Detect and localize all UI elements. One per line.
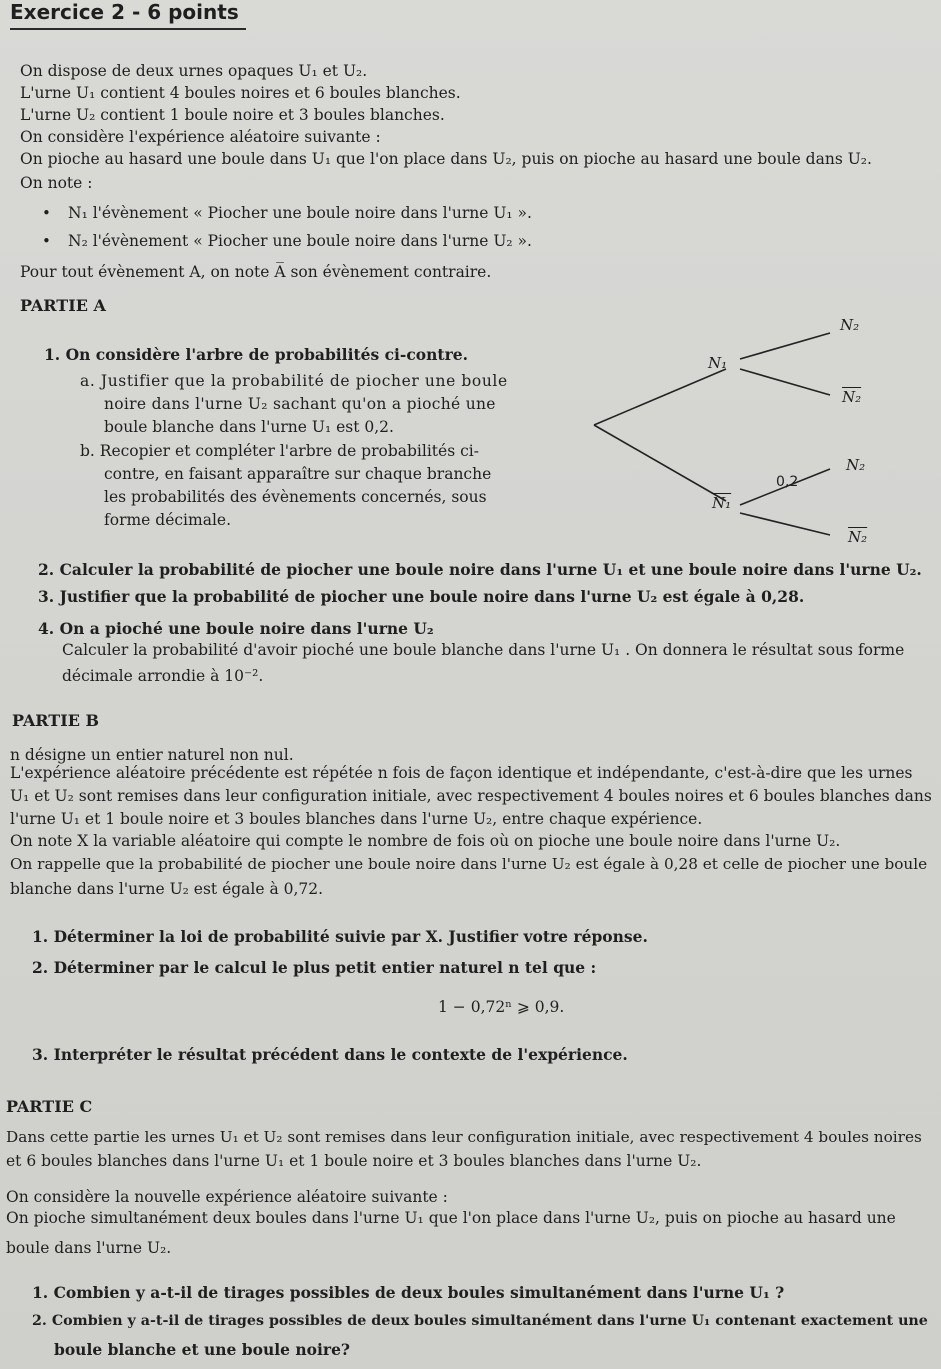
intro-line-2: L'urne U₁ contient 4 boules noires et 6 boules blanches.: [20, 84, 461, 102]
part-b-line-2: L'expérience aléatoire précédente est répétée n fois de façon identique et indépendante, c'est-à-dire que les urnes: [10, 764, 913, 782]
intro-bullet-2: • N₂ l'évènement « Piocher une boule noire dans l'urne U₂ ».: [68, 232, 532, 250]
part-a-q1b-line-4: forme décimale.: [104, 511, 232, 529]
part-b-line-3: U₁ et U₂ sont remises dans leur configuration initiale, avec respectivement 4 boules noires et 6 boules blanches dans: [10, 787, 932, 805]
part-a-q4-line-3: décimale arrondie à 10⁻².: [62, 667, 264, 685]
intro-line-7: Pour tout évènement A, on note A̅ son évènement contraire.: [20, 263, 492, 281]
part-b-line-5: On note X la variable aléatoire qui compte le nombre de fois où on pioche une boule noire dans l'urne U₂.: [10, 832, 841, 850]
part-b-formula: 1 − 0,72ⁿ ⩾ 0,9.: [438, 998, 565, 1016]
part-b-line-1: n désigne un entier naturel non nul.: [10, 746, 294, 764]
part-a-q1b-line-2: contre, en faisant apparaître sur chaque branche: [104, 465, 492, 483]
part-b-line-6: On rappelle que la probabilité de piocher une boule noire dans l'urne U₂ est égale à 0,28 et celle de piocher une boule: [10, 855, 928, 873]
part-b-q1: 1. Déterminer la loi de probabilité suivie par X. Justifier votre réponse.: [32, 927, 648, 946]
exercise-title: Exercice 2 - 6 points: [10, 0, 239, 24]
part-c-q2-line-2: boule blanche et une boule noire?: [54, 1340, 351, 1359]
branch-n1bar-n2bar: [740, 513, 830, 535]
part-a-heading: PARTIE A: [20, 296, 106, 315]
tree-node-n1: N₁: [708, 354, 728, 372]
branch-root-n1: [594, 369, 726, 425]
intro-bullet-1: • N₁ l'évènement « Piocher une boule noire dans l'urne U₁ ».: [68, 204, 532, 222]
tree-node-n2bar-top: N₂: [842, 388, 862, 406]
part-a-q1a-line-3: boule blanche dans l'urne U₁ est 0,2.: [104, 418, 394, 436]
branch-n1-n2: [740, 333, 830, 359]
part-b-q2: 2. Déterminer par le calcul le plus petit entier naturel n tel que :: [32, 958, 597, 977]
intro-line-6: On note :: [20, 174, 93, 192]
part-c-line-4: On pioche simultanément deux boules dans l'urne U₁ que l'on place dans l'urne U₂, puis on pioche au hasard une: [6, 1209, 896, 1227]
part-c-line-1: Dans cette partie les urnes U₁ et U₂ sont remises dans leur configuration initiale, avec respectivement 4 boules noires: [6, 1128, 922, 1146]
part-c-line-3: On considère la nouvelle expérience aléatoire suivante :: [6, 1188, 448, 1206]
part-b-heading: PARTIE B: [12, 711, 99, 730]
part-b-q3: 3. Interpréter le résultat précédent dans le contexte de l'expérience.: [32, 1045, 628, 1064]
title-underline: [10, 28, 246, 30]
branch-root-n1bar: [594, 425, 726, 501]
tree-node-n2-bottom: N₂: [846, 456, 866, 474]
part-a-q1a-line-2: noire dans l'urne U₂ sachant qu'on a pioché une: [104, 395, 496, 413]
intro-line-3: L'urne U₂ contient 1 boule noire et 3 boules blanches.: [20, 106, 445, 124]
part-a-q2: 2. Calculer la probabilité de piocher une boule noire dans l'urne U₁ et une boule noire dans l'urne U₂.: [38, 560, 922, 579]
part-a-q4-line-2: Calculer la probabilité d'avoir pioché une boule blanche dans l'urne U₁ . On donnera le résultat sous forme: [62, 641, 905, 659]
part-c-line-5: boule dans l'urne U₂.: [6, 1239, 172, 1257]
intro-line-5: On pioche au hasard une boule dans U₁ que l'on place dans U₂, puis on pioche au hasard une boule dans U₂.: [20, 150, 872, 168]
probability-tree: [580, 305, 880, 555]
part-b-line-4: l'urne U₁ et 1 boule noire et 3 boules blanches dans l'urne U₂, entre chaque expérience.: [10, 810, 703, 828]
part-c-q1: 1. Combien y a-t-il de tirages possibles de deux boules simultanément dans l'urne U₁ ?: [32, 1283, 785, 1302]
intro-line-1: On dispose de deux urnes opaques U₁ et U₂.: [20, 62, 368, 80]
part-c-heading: PARTIE C: [6, 1097, 93, 1116]
branch-n1-n2bar: [740, 369, 830, 395]
tree-node-n1bar: N₁: [712, 494, 732, 512]
part-c-q2: 2. Combien y a-t-il de tirages possibles de deux boules simultanément dans l'urne U₁ contenant exactement une: [32, 1313, 928, 1329]
part-a-q1b-line-3: les probabilités des évènements concernés, sous: [104, 488, 487, 506]
part-b-line-7: blanche dans l'urne U₂ est égale à 0,72.: [10, 880, 324, 898]
part-a-q4: 4. On a pioché une boule noire dans l'urne U₂: [38, 619, 434, 638]
part-a-q3: 3. Justifier que la probabilité de piocher une boule noire dans l'urne U₂ est égale à 0,28.: [38, 587, 805, 606]
part-a-q1b-line-1: b. Recopier et compléter l'arbre de probabilités ci-: [80, 442, 479, 460]
intro-line-4: On considère l'expérience aléatoire suivante :: [20, 128, 381, 146]
tree-node-n2bar-bottom: N₂: [848, 528, 868, 546]
tree-node-n2-top: N₂: [840, 316, 860, 334]
part-c-line-2: et 6 boules blanches dans l'urne U₁ et 1 boule noire et 3 boules blanches dans l'urne U₂.: [6, 1152, 702, 1170]
tree-prob-n1bar-n2: 0,2: [776, 474, 799, 490]
part-a-q1a-line-1: a. Justifier que la probabilité de piocher une boule: [80, 372, 508, 390]
part-a-q1: 1. On considère l'arbre de probabilités ci-contre.: [44, 345, 468, 364]
